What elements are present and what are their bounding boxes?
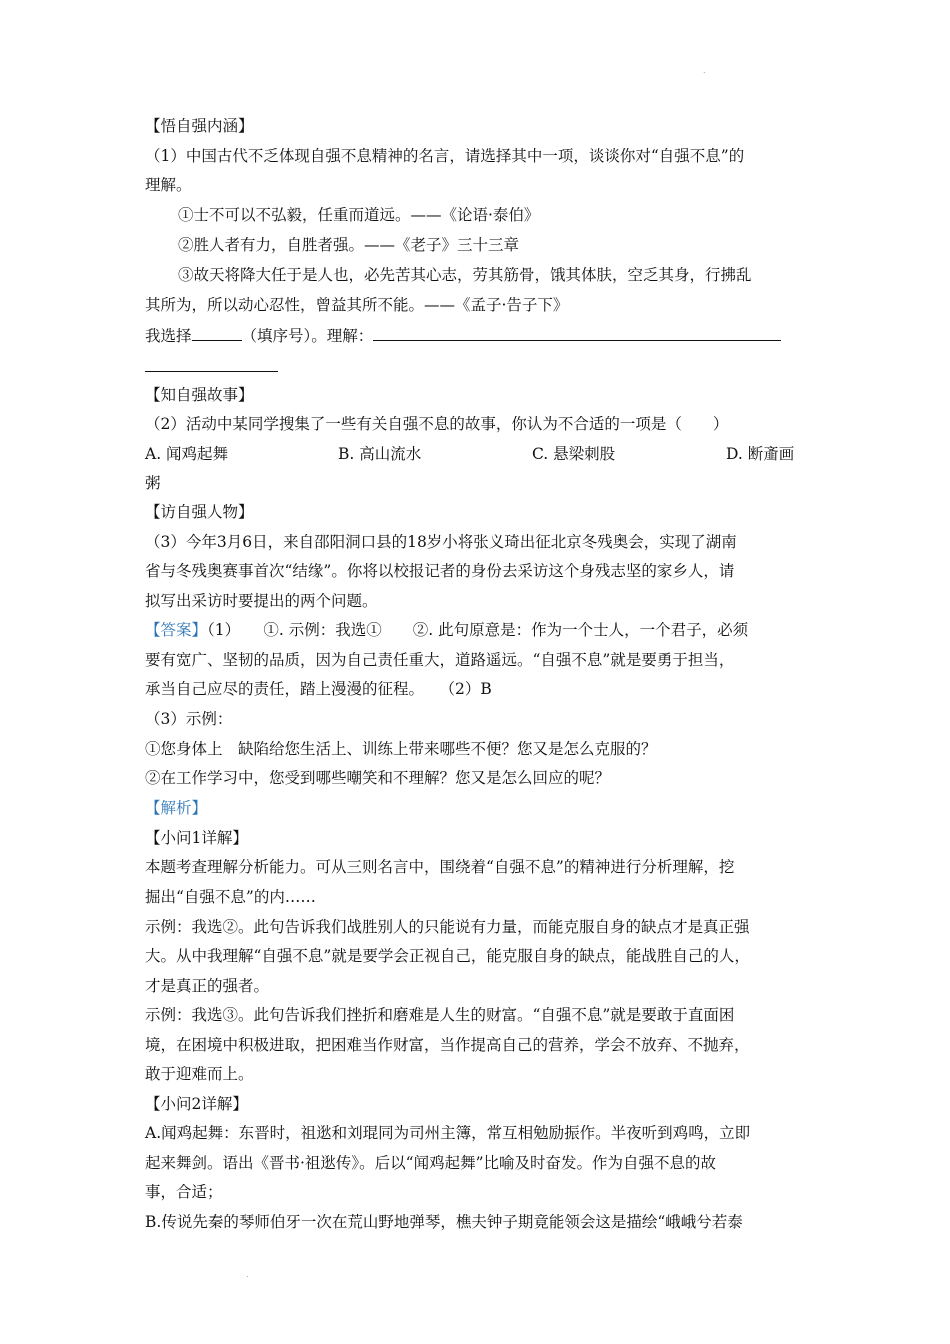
question-3-line-2: 省与冬残奥赛事首次“结缘”。你将以校报记者的身份去采访这个身残志坚的家乡人，请 — [145, 562, 735, 580]
choice-line — [145, 325, 781, 347]
option-a: A. 闻鸡起舞 — [145, 445, 229, 463]
answer-line-1 — [145, 619, 748, 641]
option-d: D. 断齑画 — [726, 445, 795, 463]
choice-number-blank[interactable] — [192, 326, 242, 341]
answer-label: 【答案】 — [145, 621, 208, 639]
section-header-story: 【知自强故事】 — [145, 386, 254, 404]
question-2: （2）活动中某同学搜集了一些有关自强不息的故事，你认为不合适的一项是（ ） — [145, 415, 729, 433]
quote-1: ①士不可以不弘毅，任重而道远。——《论语·泰伯》 — [178, 206, 540, 224]
analysis-1-line-6: 示例：我选③。此句告诉我们挫折和磨难是人生的财富。“自强不息”就是要敢于直面困 — [145, 1006, 735, 1024]
analysis-2-line-2: 起来舞剑。语出《晋书·祖逖传》。后以“闻鸡起舞”比喻及时奋发。作为自强不息的故 — [145, 1154, 717, 1172]
section-header-interview: 【访自强人物】 — [145, 503, 254, 521]
answer-line-2: 要有宽广、坚韧的品质，因为自己责任重大，道路遥远。“自强不息”就是要勇于担当， — [145, 651, 735, 669]
analysis-1-line-7: 境，在困境中积极进取，把困难当作财富，当作提高自己的营养，学会不放弃、不抛弃， — [145, 1036, 750, 1054]
question-3-line-3: 拟写出采访时要提出的两个问题。 — [145, 592, 378, 610]
analysis-1-line-8: 敢于迎难而上。 — [145, 1065, 254, 1083]
quote-3-line-1: ③故天将降大任于是人也，必先苦其心志，劳其筋骨，饿其体肤，空乏其身，行拂乱 — [178, 266, 752, 284]
sub-question-2-header: 【小问2详解】 — [145, 1095, 248, 1113]
analysis-1-line-5: 才是真正的强者。 — [145, 977, 270, 995]
answer-line-4: （3）示例： — [145, 710, 233, 728]
quote-3-line-2: 其所为，所以动心忍性，曾益其所不能。——《孟子·告子下》 — [145, 296, 569, 314]
analysis-1-line-4: 大。从中我理解“自强不息”就是要学会正视自己，能克服自身的缺点，能战胜自己的人， — [145, 947, 750, 965]
scan-dot: . — [703, 66, 706, 75]
answer-line-6: ②在工作学习中，您受到哪些嘲笑和不理解？您又是怎么回应的呢？ — [145, 769, 611, 787]
sub-question-1-header: 【小问1详解】 — [145, 829, 248, 847]
analysis-label: 【解析】 — [145, 799, 208, 817]
analysis-2-line-4: B.传说先秦的琴师伯牙一次在荒山野地弹琴，樵夫钟子期竟能领会这是描绘“峨峨兮若泰 — [145, 1213, 743, 1231]
answer-line-5: ①您身体上 缺陷给您生活上、训练上带来哪些不便？您又是怎么克服的？ — [145, 740, 657, 758]
question-1-line-2: 理解。 — [145, 176, 192, 194]
choice-mid: （填序号）。理解： — [241, 327, 374, 345]
analysis-1-line-2: 掘出“自强不息”的内…… — [145, 888, 316, 906]
analysis-2-line-3: 事，合适； — [145, 1183, 223, 1201]
option-d-wrap: 粥 — [145, 474, 161, 492]
analysis-2-line-1: A.闻鸡起舞：东晋时，祖逖和刘琨同为司州主簿，常互相勉励振作。半夜听到鸡鸣，立即 — [145, 1124, 751, 1142]
answer-line-1-text: （1） ①. 示例：我选① ②. 此句原意是：作为一个士人，一个君子，必须 — [207, 621, 749, 639]
question-1-line-1: （1）中国古代不乏体现自强不息精神的名言，请选择其中一项，谈谈你对“自强不息”的 — [145, 147, 745, 165]
option-b: B. 高山流水 — [338, 445, 422, 463]
option-c: C. 悬梁刺股 — [532, 445, 616, 463]
analysis-1-line-1: 本题考查理解分析能力。可从三则名言中，围绕着“自强不息”的精神进行分析理解，挖 — [145, 858, 735, 876]
answer-line-3: 承当自己应尽的责任，踏上漫漫的征程。 （2）B — [145, 680, 492, 698]
choice-prefix: 我选择 — [145, 327, 192, 345]
scan-dot: . — [246, 1270, 249, 1279]
understanding-blank-continued[interactable] — [145, 357, 278, 372]
section-header-understand: 【悟自强内涵】 — [145, 117, 254, 135]
analysis-1-line-3: 示例：我选②。此句告诉我们战胜别人的只能说有力量，而能克服自身的缺点才是真正强 — [145, 918, 750, 936]
understanding-blank[interactable] — [373, 326, 781, 341]
question-3-line-1: （3）今年3月6日，来自邵阳洞口县的18岁小将张义琦出征北京冬残奥会，实现了湖南 — [145, 533, 737, 551]
quote-2: ②胜人者有力，自胜者强。——《老子》三十三章 — [178, 236, 520, 254]
